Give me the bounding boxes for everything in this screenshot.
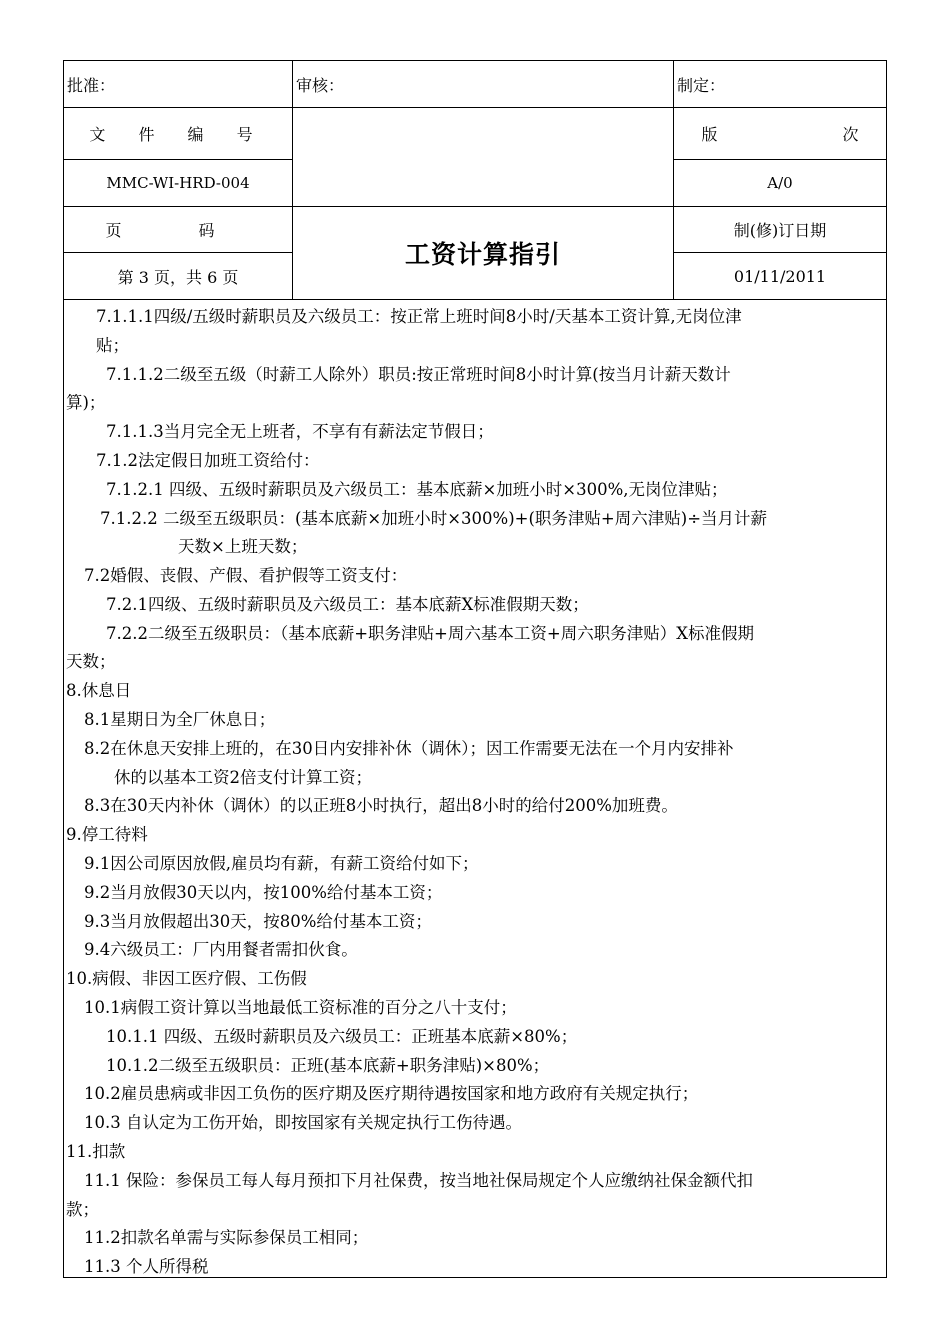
text-line: 8.2在休息天安排上班的，在30日内安排补休（调休）；因工作需要无法在一个月内安排补	[84, 739, 734, 758]
page-value-cell	[64, 253, 292, 299]
text-line: 7.2婚假、丧假、产假、看护假等工资支付：	[84, 566, 408, 585]
text-line: 11.1 保险：参保员工每人每月预扣下月社保费，按当地社保局规定个人应缴纳社保金额代扣	[84, 1171, 753, 1190]
text-line: 10.3 自认定为工伤开始，即按国家有关规定执行工伤待遇。	[84, 1113, 522, 1132]
text-line: 休的以基本工资2倍支付计算工资；	[114, 768, 372, 787]
doc-no-label-cell	[64, 108, 292, 160]
text-line: 8.3在30天内补休（调休）的以正班8小时执行，超出8小时的给付200%加班费。	[84, 796, 678, 815]
document-header-table	[64, 61, 919, 299]
text-line: 7.1.2.1 四级、五级时薪职员及六级员工：基本底薪×加班小时×300%,无岗位津贴；	[106, 480, 728, 499]
date-cell	[673, 253, 886, 299]
version-label: 版 次	[701, 125, 919, 144]
text-line: 天数×上班天数；	[178, 537, 308, 556]
review-label: 审核：	[296, 75, 345, 95]
text-line: 10.病假、非因工医疗假、工伤假	[66, 969, 307, 988]
text-line: 7.2.2二级至五级职员：（基本底薪+职务津贴+周六基本工资+周六职务津贴）X标准假期	[106, 624, 754, 643]
text-line: 9.1因公司原因放假,雇员均有薪，有薪工资给付如下；	[84, 854, 479, 873]
text-line: 9.3当月放假超出30天，按80%给付基本工资；	[84, 912, 432, 931]
version-cell	[673, 160, 886, 207]
page-label: 页 码	[105, 221, 251, 240]
version-value: A/0	[767, 174, 793, 192]
text-line: 贴；	[96, 336, 129, 355]
prepared-label: 制定：	[677, 75, 726, 95]
doc-no-value: MMC-WI-HRD-004	[106, 174, 250, 192]
text-line: 天数；	[66, 652, 116, 671]
text-line: 9.4六级员工：厂内用餐者需扣伙食。	[84, 940, 358, 959]
text-line: 7.1.2法定假日加班工资给付：	[96, 451, 320, 470]
text-line: 算)；	[66, 393, 106, 412]
document-title: 工资计算指引	[404, 240, 561, 269]
text-line: 10.1病假工资计算以当地最低工资标准的百分之八十支付；	[84, 998, 517, 1017]
doc-no-label: 文 件 编 号	[89, 125, 267, 144]
text-line: 7.1.1.3当月完全无上班者，不享有有薪法定节假日；	[106, 422, 494, 441]
version-label-cell	[673, 108, 919, 160]
blank-cell	[292, 108, 673, 207]
text-line: 7.1.2.2 二级至五级职员：(基本底薪×加班小时×300%)+(职务津贴+周六津贴)÷当月计薪	[100, 509, 768, 528]
text-line: 款；	[66, 1200, 99, 1219]
date-label-cell	[673, 207, 886, 253]
date-value: 01/11/2011	[733, 266, 827, 286]
review-cell	[292, 61, 673, 108]
document-frame	[63, 60, 919, 1278]
prepared-cell	[673, 61, 886, 108]
text-line: 7.1.1.2二级至五级（时薪工人除外）职员:按正常班时间8小时计算(按当月计薪天数计	[106, 365, 731, 384]
text-line: 11.2扣款名单需与实际参保员工相同；	[84, 1228, 369, 1247]
text-line: 10.1.2二级至五级职员：正班(基本底薪+职务津贴)×80%；	[106, 1056, 550, 1075]
doc-no-cell	[64, 160, 292, 207]
page-label-cell	[64, 207, 292, 253]
text-line: 8.1星期日为全厂休息日；	[84, 710, 276, 729]
text-line: 10.2雇员患病或非因工负伤的医疗期及医疗期待遇按国家和地方政府有关规定执行；	[84, 1084, 699, 1103]
text-line: 10.1.1 四级、五级时薪职员及六级员工：正班基本底薪×80%；	[106, 1027, 578, 1046]
text-line: 9.2当月放假30天以内，按100%给付基本工资；	[84, 883, 443, 902]
text-line: 11.扣款	[66, 1142, 126, 1161]
header-divider	[64, 299, 886, 300]
text-line: 11.3 个人所得税	[84, 1257, 209, 1276]
approve-label: 批准：	[67, 75, 116, 95]
title-cell	[292, 207, 673, 299]
approve-cell	[64, 61, 292, 108]
page-value: 第 3 页，共 6 页	[117, 267, 239, 287]
date-label: 制(修)订日期	[733, 221, 827, 240]
text-line: 7.2.1四级、五级时薪职员及六级员工：基本底薪X标准假期天数；	[106, 595, 589, 614]
text-line: 8.休息日	[66, 681, 132, 700]
text-line: 9.停工待料	[66, 825, 148, 844]
text-line: 7.1.1.1四级/五级时薪职员及六级员工：按正常上班时间8小时/天基本工资计算,无岗位津	[96, 307, 742, 326]
